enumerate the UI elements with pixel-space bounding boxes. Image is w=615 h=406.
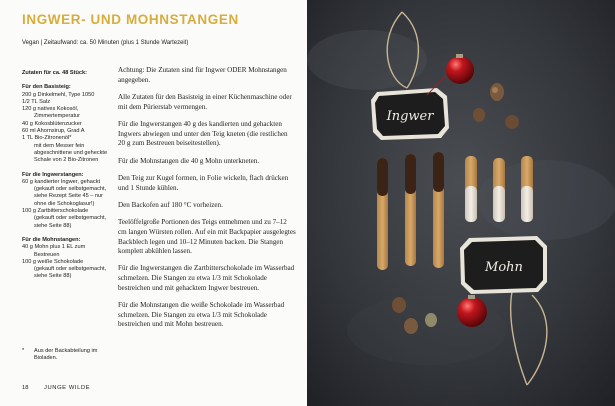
ginger-stick xyxy=(433,152,444,268)
poppy-chalk-tag xyxy=(460,236,547,294)
recipe-photo xyxy=(307,0,615,406)
basic-dough-heading: Für den Basisteig: xyxy=(22,84,71,91)
poppy-stick xyxy=(493,158,505,222)
ingredients-list xyxy=(22,70,110,362)
poppy-heading: Für die Mohnstangen: xyxy=(22,236,81,243)
ingredient-item: siehe Seite 88) xyxy=(34,273,72,280)
ingredient-item: ohne die Schokoglasur!) xyxy=(34,200,95,207)
ingredients-yield: Zutaten für ca. 48 Stück: xyxy=(22,70,87,76)
ingredient-item: 200 g Dinkelmehl, Type 1050 xyxy=(22,91,95,98)
recipe-subtitle: Vegan | Zeitaufwand: ca. 50 Minuten (plus 1 Stunde Wartezeit) xyxy=(22,40,189,46)
method-step: Den Backofen auf 180 °C vorheizen. xyxy=(118,200,223,209)
ingredient-item: 40 g Mohn plus 1 EL zum xyxy=(22,244,86,251)
ingredient-item: (gekauft oder selbstgemacht, xyxy=(34,266,107,273)
pine-cone-icon xyxy=(490,83,504,101)
page-number: 18 xyxy=(22,385,29,391)
ginger-stick xyxy=(405,154,416,266)
pine-cone-icon xyxy=(473,108,485,122)
red-ornament-ball xyxy=(446,56,474,84)
ingredient-item: 1/2 TL Salz xyxy=(22,98,50,105)
poppy-tag-label: Mohn xyxy=(485,260,523,275)
ingredient-item: Schale von 2 Bio-Zitronen xyxy=(34,157,99,164)
footnote-text: Aus der Backabteilung im Bioladen. xyxy=(34,348,98,362)
method-step: Teelöffelgroße Portionen des Teigs entnehmen und zu 7–12 cm langen Würsten rollen. Auf ein mit Backpapier ausgelegtes Backblech legen und 10–12 Minuten backen. Die Stangen komplett abkühlen lassen. xyxy=(118,218,296,256)
book-brand: JUNGE WILDE xyxy=(44,385,91,391)
ingredient-item: 1 TL Bio-Zitronenöl* xyxy=(22,135,72,142)
photo-illustration xyxy=(307,0,615,406)
ingredient-item: 60 ml Ahornsirup, Grad A xyxy=(22,128,85,135)
ingredient-item: siehe Seite 88) xyxy=(34,222,72,229)
method-step: Achtung: Die Zutaten sind für Ingwer ODER Mohnstangen angegeben. xyxy=(118,66,287,84)
pine-cone-icon xyxy=(425,313,437,327)
recipe-page xyxy=(0,0,307,406)
footnote xyxy=(22,348,110,363)
method-step: Für die Mohnstangen die 40 g Mohn unterkneten. xyxy=(118,156,260,165)
ingredient-item: mit dem Messer fein xyxy=(34,142,85,149)
footnote-marker: * xyxy=(22,348,25,354)
poppy-stick xyxy=(465,156,477,222)
method-step: Für die Mohnstangen die weiße Schokolade im Wasserbad schmelzen. Die Stangen zu etwa 1/3 mit Schokolade bestreichen und mit Mohn bestreuen. xyxy=(118,301,285,329)
ornament-cap xyxy=(456,54,463,58)
ginger-stick xyxy=(377,158,388,270)
method-step: Den Teig zur Kugel formen, in Folie wickeln, flach drücken und 1 Stunde kühlen. xyxy=(118,173,289,192)
ingredient-item: (gekauft oder selbstgemacht, xyxy=(34,186,107,193)
page-footer xyxy=(22,385,90,391)
ingredient-item: siehe Rezept Seite 45 – nur xyxy=(34,193,104,200)
ingredient-item: Bestreuen xyxy=(34,251,60,258)
ingredient-item: 100 g weiße Schokolade xyxy=(22,258,84,265)
ginger-heading: Für die Ingwerstangen: xyxy=(22,171,84,178)
ingredient-item: 40 g Kokosblütenzucker xyxy=(22,120,82,127)
ginger-tag-label: Ingwer xyxy=(386,109,434,124)
ornament-cap xyxy=(468,295,475,299)
ingredient-item: (gekauft oder selbstgemacht, xyxy=(34,215,107,222)
pine-cone-icon xyxy=(404,318,418,334)
red-ornament-ball xyxy=(457,297,487,327)
ingredient-item: 120 g natives Kokosöl, xyxy=(22,106,79,113)
ingredient-item: Zimmertemperatur xyxy=(34,113,81,120)
recipe-title: INGWER- UND MOHNSTANGEN xyxy=(22,12,239,27)
method-step: Für die Ingwerstangen 40 g des kandierten und gehackten Ingwers abwiegen und unter den Teig kneten (die restlichen 20 g zum Bestreuen beiseitestellen). xyxy=(118,119,288,148)
ingredient-item: 100 g Zartbitterschokolade xyxy=(22,208,89,215)
ingredient-item: 60 g kandierter Ingwer, gehackt xyxy=(22,178,101,185)
method-steps xyxy=(118,66,296,338)
pine-cone-icon xyxy=(505,115,519,129)
pine-cone-icon xyxy=(392,297,406,313)
method-step: Für die Ingwerstangen die Zartbitterschokolade im Wasserbad schmelzen. Die Stangen zu etwa 1/3 mit Schokolade bestreichen und mit gehacktem Ingwer bestreuen. xyxy=(118,264,295,292)
method-step: Alle Zutaten für den Basisteig in einer Küchenmaschine oder mit dem Pürierstab vermengen. xyxy=(118,92,292,111)
poppy-stick xyxy=(521,156,533,222)
ginger-chalk-tag xyxy=(371,88,449,140)
ingredient-item: abgeschnittene und geheckte xyxy=(34,149,108,156)
